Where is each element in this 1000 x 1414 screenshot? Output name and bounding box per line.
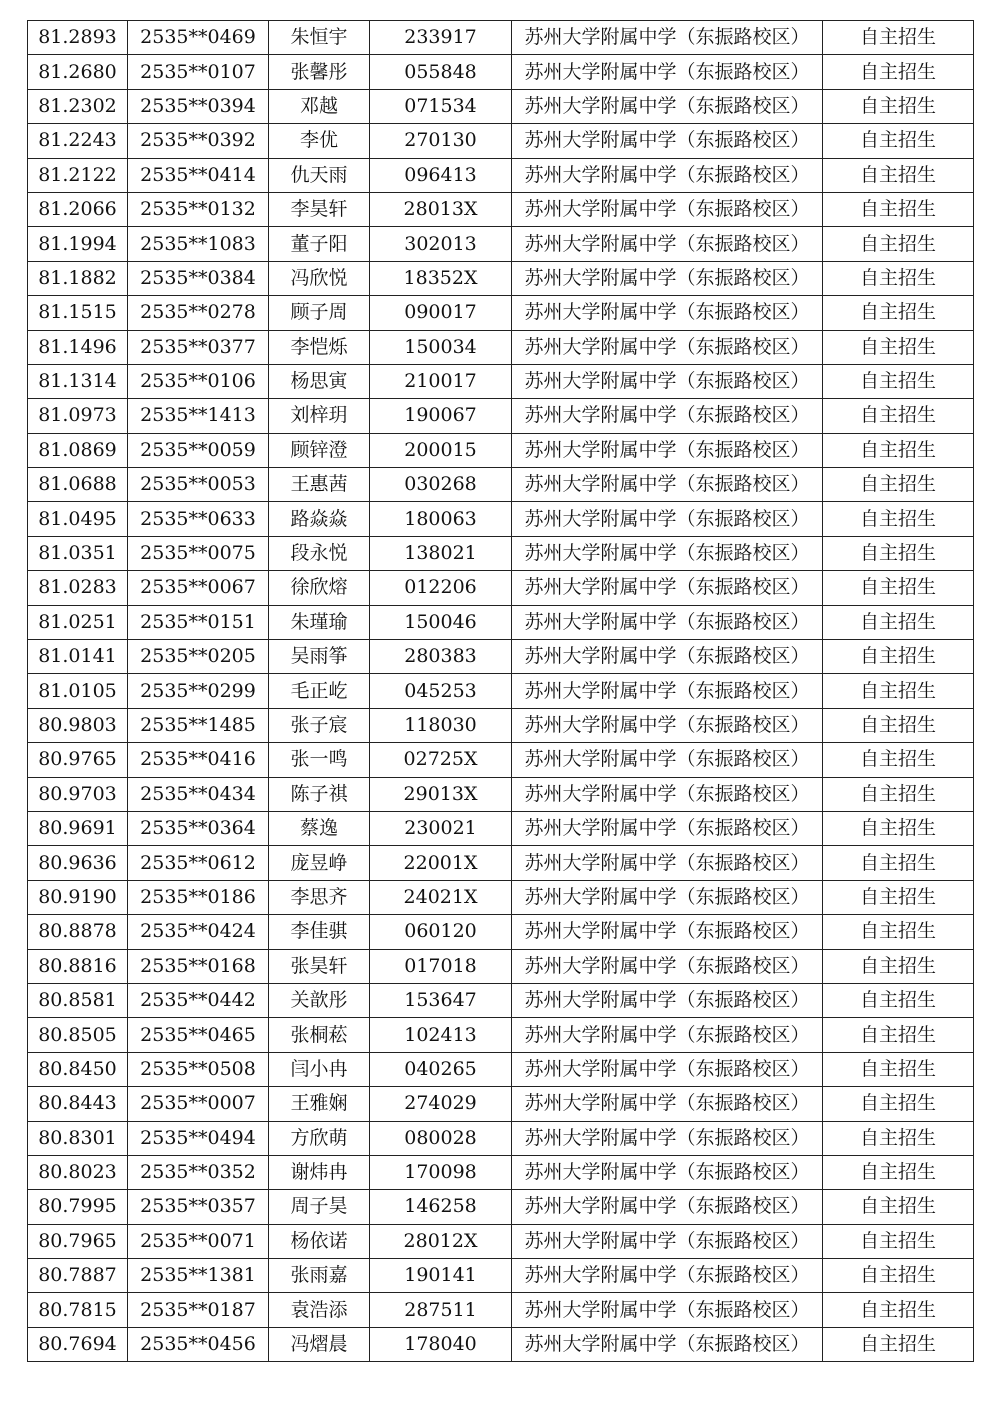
- table-row: [28, 330, 974, 364]
- student-name-cell: 李昊轩: [269, 192, 370, 226]
- table-row: [28, 364, 974, 398]
- exam-number-cell: 2535**0067: [128, 571, 269, 605]
- exam-number-cell: 2535**0106: [128, 364, 269, 398]
- score-cell: 81.0973: [28, 399, 128, 433]
- school-cell: 苏州大学附属中学（东振路校区）: [512, 1018, 823, 1052]
- score-cell: 81.1994: [28, 227, 128, 261]
- school-cell: 苏州大学附属中学（东振路校区）: [512, 158, 823, 192]
- id-suffix-cell: 230021: [370, 811, 512, 845]
- school-cell: 苏州大学附属中学（东振路校区）: [512, 571, 823, 605]
- student-name-cell: 王雅娴: [269, 1087, 370, 1121]
- id-suffix-cell: 180063: [370, 502, 512, 536]
- id-suffix-cell: 096413: [370, 158, 512, 192]
- student-name-cell: 段永悦: [269, 536, 370, 570]
- table-row: [28, 399, 974, 433]
- score-cell: 80.8023: [28, 1155, 128, 1189]
- table-row: [28, 1087, 974, 1121]
- admission-type-cell: 自主招生: [823, 158, 974, 192]
- school-cell: 苏州大学附属中学（东振路校区）: [512, 261, 823, 295]
- id-suffix-cell: 138021: [370, 536, 512, 570]
- table-row: [28, 1224, 974, 1258]
- exam-number-cell: 2535**0151: [128, 605, 269, 639]
- id-suffix-cell: 270130: [370, 124, 512, 158]
- id-suffix-cell: 012206: [370, 571, 512, 605]
- table-row: [28, 1259, 974, 1293]
- score-cell: 80.7965: [28, 1224, 128, 1258]
- school-cell: 苏州大学附属中学（东振路校区）: [512, 743, 823, 777]
- table-row: [28, 949, 974, 983]
- id-suffix-cell: 210017: [370, 364, 512, 398]
- score-cell: 81.2893: [28, 21, 128, 55]
- student-name-cell: 袁浩添: [269, 1293, 370, 1327]
- score-cell: 80.8878: [28, 915, 128, 949]
- admission-type-cell: 自主招生: [823, 949, 974, 983]
- student-name-cell: 陈子祺: [269, 777, 370, 811]
- school-cell: 苏州大学附属中学（东振路校区）: [512, 296, 823, 330]
- score-cell: 80.7815: [28, 1293, 128, 1327]
- student-name-cell: 张馨彤: [269, 55, 370, 89]
- score-cell: 80.9691: [28, 811, 128, 845]
- student-name-cell: 方欣萌: [269, 1121, 370, 1155]
- exam-number-cell: 2535**0053: [128, 468, 269, 502]
- admission-type-cell: 自主招生: [823, 777, 974, 811]
- id-suffix-cell: 24021X: [370, 880, 512, 914]
- score-cell: 81.0141: [28, 640, 128, 674]
- score-cell: 81.2302: [28, 89, 128, 123]
- score-cell: 80.8301: [28, 1121, 128, 1155]
- score-cell: 81.0869: [28, 433, 128, 467]
- score-cell: 81.0688: [28, 468, 128, 502]
- school-cell: 苏州大学附属中学（东振路校区）: [512, 502, 823, 536]
- id-suffix-cell: 040265: [370, 1052, 512, 1086]
- school-cell: 苏州大学附属中学（东振路校区）: [512, 227, 823, 261]
- score-cell: 80.9636: [28, 846, 128, 880]
- school-cell: 苏州大学附属中学（东振路校区）: [512, 330, 823, 364]
- id-suffix-cell: 18352X: [370, 261, 512, 295]
- table-row: [28, 743, 974, 777]
- admission-type-cell: 自主招生: [823, 571, 974, 605]
- admission-type-cell: 自主招生: [823, 89, 974, 123]
- score-cell: 80.8505: [28, 1018, 128, 1052]
- student-name-cell: 顾子周: [269, 296, 370, 330]
- student-name-cell: 杨思寅: [269, 364, 370, 398]
- score-cell: 81.0105: [28, 674, 128, 708]
- exam-number-cell: 2535**0132: [128, 192, 269, 226]
- id-suffix-cell: 045253: [370, 674, 512, 708]
- id-suffix-cell: 287511: [370, 1293, 512, 1327]
- admission-type-cell: 自主招生: [823, 880, 974, 914]
- admission-type-cell: 自主招生: [823, 743, 974, 777]
- student-name-cell: 李佳骐: [269, 915, 370, 949]
- table-row: [28, 915, 974, 949]
- student-name-cell: 关歆彤: [269, 983, 370, 1017]
- id-suffix-cell: 150046: [370, 605, 512, 639]
- exam-number-cell: 2535**0384: [128, 261, 269, 295]
- exam-number-cell: 2535**0612: [128, 846, 269, 880]
- school-cell: 苏州大学附属中学（东振路校区）: [512, 1224, 823, 1258]
- student-name-cell: 张雨嘉: [269, 1259, 370, 1293]
- exam-number-cell: 2535**0442: [128, 983, 269, 1017]
- table-row: [28, 124, 974, 158]
- id-suffix-cell: 190067: [370, 399, 512, 433]
- student-name-cell: 朱恒宇: [269, 21, 370, 55]
- student-name-cell: 邓越: [269, 89, 370, 123]
- table-row: [28, 1190, 974, 1224]
- admission-type-cell: 自主招生: [823, 640, 974, 674]
- admission-type-cell: 自主招生: [823, 330, 974, 364]
- exam-number-cell: 2535**0508: [128, 1052, 269, 1086]
- student-name-cell: 张一鸣: [269, 743, 370, 777]
- admission-type-cell: 自主招生: [823, 983, 974, 1017]
- id-suffix-cell: 274029: [370, 1087, 512, 1121]
- student-name-cell: 李恺烁: [269, 330, 370, 364]
- admission-type-cell: 自主招生: [823, 811, 974, 845]
- admission-type-cell: 自主招生: [823, 227, 974, 261]
- table-row: [28, 55, 974, 89]
- id-suffix-cell: 055848: [370, 55, 512, 89]
- score-cell: 81.1314: [28, 364, 128, 398]
- exam-number-cell: 2535**0469: [128, 21, 269, 55]
- exam-number-cell: 2535**0416: [128, 743, 269, 777]
- admission-list-sheet: [27, 20, 973, 1362]
- score-cell: 81.2680: [28, 55, 128, 89]
- table-row: [28, 468, 974, 502]
- id-suffix-cell: 02725X: [370, 743, 512, 777]
- admission-type-cell: 自主招生: [823, 605, 974, 639]
- school-cell: 苏州大学附属中学（东振路校区）: [512, 777, 823, 811]
- student-name-cell: 张子宸: [269, 708, 370, 742]
- school-cell: 苏州大学附属中学（东振路校区）: [512, 433, 823, 467]
- school-cell: 苏州大学附属中学（东振路校区）: [512, 468, 823, 502]
- school-cell: 苏州大学附属中学（东振路校区）: [512, 1121, 823, 1155]
- score-cell: 81.2066: [28, 192, 128, 226]
- id-suffix-cell: 170098: [370, 1155, 512, 1189]
- exam-number-cell: 2535**1083: [128, 227, 269, 261]
- table-row: [28, 158, 974, 192]
- id-suffix-cell: 302013: [370, 227, 512, 261]
- id-suffix-cell: 146258: [370, 1190, 512, 1224]
- admission-type-cell: 自主招生: [823, 433, 974, 467]
- admission-type-cell: 自主招生: [823, 1121, 974, 1155]
- school-cell: 苏州大学附属中学（东振路校区）: [512, 949, 823, 983]
- exam-number-cell: 2535**0107: [128, 55, 269, 89]
- admission-type-cell: 自主招生: [823, 399, 974, 433]
- exam-number-cell: 2535**0186: [128, 880, 269, 914]
- student-name-cell: 路焱焱: [269, 502, 370, 536]
- table-row: [28, 708, 974, 742]
- school-cell: 苏州大学附属中学（东振路校区）: [512, 21, 823, 55]
- school-cell: 苏州大学附属中学（东振路校区）: [512, 1190, 823, 1224]
- id-suffix-cell: 060120: [370, 915, 512, 949]
- school-cell: 苏州大学附属中学（东振路校区）: [512, 536, 823, 570]
- exam-number-cell: 2535**0007: [128, 1087, 269, 1121]
- exam-number-cell: 2535**0278: [128, 296, 269, 330]
- score-cell: 80.7694: [28, 1327, 128, 1361]
- score-cell: 80.9190: [28, 880, 128, 914]
- student-name-cell: 庞昱峥: [269, 846, 370, 880]
- exam-number-cell: 2535**0352: [128, 1155, 269, 1189]
- admission-table: [27, 20, 974, 1362]
- table-row: [28, 777, 974, 811]
- table-row: [28, 846, 974, 880]
- student-name-cell: 顾锌澄: [269, 433, 370, 467]
- admission-type-cell: 自主招生: [823, 21, 974, 55]
- admission-type-cell: 自主招生: [823, 708, 974, 742]
- score-cell: 81.0283: [28, 571, 128, 605]
- id-suffix-cell: 150034: [370, 330, 512, 364]
- admission-type-cell: 自主招生: [823, 124, 974, 158]
- school-cell: 苏州大学附属中学（东振路校区）: [512, 124, 823, 158]
- id-suffix-cell: 153647: [370, 983, 512, 1017]
- admission-type-cell: 自主招生: [823, 674, 974, 708]
- admission-type-cell: 自主招生: [823, 364, 974, 398]
- school-cell: 苏州大学附属中学（东振路校区）: [512, 1087, 823, 1121]
- school-cell: 苏州大学附属中学（东振路校区）: [512, 674, 823, 708]
- admission-type-cell: 自主招生: [823, 55, 974, 89]
- exam-number-cell: 2535**0633: [128, 502, 269, 536]
- table-row: [28, 1052, 974, 1086]
- admission-type-cell: 自主招生: [823, 468, 974, 502]
- score-cell: 81.0495: [28, 502, 128, 536]
- exam-number-cell: 2535**0364: [128, 811, 269, 845]
- table-row: [28, 983, 974, 1017]
- table-row: [28, 571, 974, 605]
- id-suffix-cell: 28012X: [370, 1224, 512, 1258]
- id-suffix-cell: 017018: [370, 949, 512, 983]
- school-cell: 苏州大学附属中学（东振路校区）: [512, 983, 823, 1017]
- school-cell: 苏州大学附属中学（东振路校区）: [512, 640, 823, 674]
- student-name-cell: 张昊轩: [269, 949, 370, 983]
- id-suffix-cell: 233917: [370, 21, 512, 55]
- id-suffix-cell: 118030: [370, 708, 512, 742]
- score-cell: 80.9765: [28, 743, 128, 777]
- admission-type-cell: 自主招生: [823, 1052, 974, 1086]
- student-name-cell: 吴雨筝: [269, 640, 370, 674]
- school-cell: 苏州大学附属中学（东振路校区）: [512, 399, 823, 433]
- school-cell: 苏州大学附属中学（东振路校区）: [512, 915, 823, 949]
- table-row: [28, 605, 974, 639]
- table-row: [28, 880, 974, 914]
- id-suffix-cell: 090017: [370, 296, 512, 330]
- student-name-cell: 李思齐: [269, 880, 370, 914]
- student-name-cell: 蔡逸: [269, 811, 370, 845]
- school-cell: 苏州大学附属中学（东振路校区）: [512, 89, 823, 123]
- admission-type-cell: 自主招生: [823, 261, 974, 295]
- table-row: [28, 1327, 974, 1361]
- exam-number-cell: 2535**0059: [128, 433, 269, 467]
- table-row: [28, 433, 974, 467]
- table-row: [28, 502, 974, 536]
- school-cell: 苏州大学附属中学（东振路校区）: [512, 811, 823, 845]
- school-cell: 苏州大学附属中学（东振路校区）: [512, 364, 823, 398]
- table-row: [28, 1293, 974, 1327]
- id-suffix-cell: 030268: [370, 468, 512, 502]
- id-suffix-cell: 22001X: [370, 846, 512, 880]
- id-suffix-cell: 29013X: [370, 777, 512, 811]
- table-row: [28, 192, 974, 226]
- student-name-cell: 李优: [269, 124, 370, 158]
- exam-number-cell: 2535**1485: [128, 708, 269, 742]
- student-name-cell: 王惠茜: [269, 468, 370, 502]
- school-cell: 苏州大学附属中学（东振路校区）: [512, 1327, 823, 1361]
- score-cell: 81.1882: [28, 261, 128, 295]
- exam-number-cell: 2535**0456: [128, 1327, 269, 1361]
- exam-number-cell: 2535**0414: [128, 158, 269, 192]
- exam-number-cell: 2535**0299: [128, 674, 269, 708]
- student-name-cell: 毛正屹: [269, 674, 370, 708]
- exam-number-cell: 2535**0392: [128, 124, 269, 158]
- student-name-cell: 刘梓玥: [269, 399, 370, 433]
- exam-number-cell: 2535**0168: [128, 949, 269, 983]
- table-row: [28, 674, 974, 708]
- table-row: [28, 811, 974, 845]
- admission-type-cell: 自主招生: [823, 1327, 974, 1361]
- student-name-cell: 仇天雨: [269, 158, 370, 192]
- exam-number-cell: 2535**0377: [128, 330, 269, 364]
- id-suffix-cell: 28013X: [370, 192, 512, 226]
- id-suffix-cell: 178040: [370, 1327, 512, 1361]
- school-cell: 苏州大学附属中学（东振路校区）: [512, 1259, 823, 1293]
- school-cell: 苏州大学附属中学（东振路校区）: [512, 880, 823, 914]
- table-body: [28, 21, 974, 1362]
- admission-type-cell: 自主招生: [823, 1087, 974, 1121]
- school-cell: 苏州大学附属中学（东振路校区）: [512, 605, 823, 639]
- admission-type-cell: 自主招生: [823, 1259, 974, 1293]
- score-cell: 80.9803: [28, 708, 128, 742]
- table-row: [28, 261, 974, 295]
- admission-type-cell: 自主招生: [823, 536, 974, 570]
- student-name-cell: 徐欣熔: [269, 571, 370, 605]
- table-row: [28, 1121, 974, 1155]
- table-row: [28, 536, 974, 570]
- score-cell: 80.9703: [28, 777, 128, 811]
- student-name-cell: 闫小冉: [269, 1052, 370, 1086]
- score-cell: 80.8816: [28, 949, 128, 983]
- exam-number-cell: 2535**0071: [128, 1224, 269, 1258]
- school-cell: 苏州大学附属中学（东振路校区）: [512, 708, 823, 742]
- score-cell: 80.8443: [28, 1087, 128, 1121]
- school-cell: 苏州大学附属中学（东振路校区）: [512, 1052, 823, 1086]
- score-cell: 80.7995: [28, 1190, 128, 1224]
- admission-type-cell: 自主招生: [823, 1190, 974, 1224]
- exam-number-cell: 2535**0394: [128, 89, 269, 123]
- student-name-cell: 朱瑾瑜: [269, 605, 370, 639]
- school-cell: 苏州大学附属中学（东振路校区）: [512, 192, 823, 226]
- student-name-cell: 张桐菘: [269, 1018, 370, 1052]
- admission-type-cell: 自主招生: [823, 502, 974, 536]
- exam-number-cell: 2535**1381: [128, 1259, 269, 1293]
- table-row: [28, 227, 974, 261]
- score-cell: 81.1496: [28, 330, 128, 364]
- student-name-cell: 杨依诺: [269, 1224, 370, 1258]
- admission-type-cell: 自主招生: [823, 1018, 974, 1052]
- admission-type-cell: 自主招生: [823, 1155, 974, 1189]
- exam-number-cell: 2535**0205: [128, 640, 269, 674]
- admission-type-cell: 自主招生: [823, 846, 974, 880]
- table-row: [28, 1018, 974, 1052]
- score-cell: 80.8450: [28, 1052, 128, 1086]
- admission-type-cell: 自主招生: [823, 296, 974, 330]
- id-suffix-cell: 200015: [370, 433, 512, 467]
- admission-type-cell: 自主招生: [823, 1224, 974, 1258]
- id-suffix-cell: 080028: [370, 1121, 512, 1155]
- exam-number-cell: 2535**0424: [128, 915, 269, 949]
- score-cell: 80.7887: [28, 1259, 128, 1293]
- score-cell: 81.0251: [28, 605, 128, 639]
- student-name-cell: 冯欣悦: [269, 261, 370, 295]
- school-cell: 苏州大学附属中学（东振路校区）: [512, 846, 823, 880]
- school-cell: 苏州大学附属中学（东振路校区）: [512, 1293, 823, 1327]
- exam-number-cell: 2535**0494: [128, 1121, 269, 1155]
- score-cell: 81.2122: [28, 158, 128, 192]
- table-row: [28, 1155, 974, 1189]
- student-name-cell: 董子阳: [269, 227, 370, 261]
- student-name-cell: 冯熠晨: [269, 1327, 370, 1361]
- exam-number-cell: 2535**0434: [128, 777, 269, 811]
- exam-number-cell: 2535**0465: [128, 1018, 269, 1052]
- id-suffix-cell: 280383: [370, 640, 512, 674]
- exam-number-cell: 2535**0187: [128, 1293, 269, 1327]
- school-cell: 苏州大学附属中学（东振路校区）: [512, 1155, 823, 1189]
- table-row: [28, 296, 974, 330]
- score-cell: 81.1515: [28, 296, 128, 330]
- table-row: [28, 89, 974, 123]
- student-name-cell: 谢炜冉: [269, 1155, 370, 1189]
- school-cell: 苏州大学附属中学（东振路校区）: [512, 55, 823, 89]
- score-cell: 81.2243: [28, 124, 128, 158]
- admission-type-cell: 自主招生: [823, 1293, 974, 1327]
- table-row: [28, 21, 974, 55]
- exam-number-cell: 2535**0075: [128, 536, 269, 570]
- exam-number-cell: 2535**0357: [128, 1190, 269, 1224]
- id-suffix-cell: 102413: [370, 1018, 512, 1052]
- score-cell: 81.0351: [28, 536, 128, 570]
- exam-number-cell: 2535**1413: [128, 399, 269, 433]
- admission-type-cell: 自主招生: [823, 192, 974, 226]
- student-name-cell: 周子昊: [269, 1190, 370, 1224]
- admission-type-cell: 自主招生: [823, 915, 974, 949]
- id-suffix-cell: 190141: [370, 1259, 512, 1293]
- score-cell: 80.8581: [28, 983, 128, 1017]
- table-row: [28, 640, 974, 674]
- id-suffix-cell: 071534: [370, 89, 512, 123]
